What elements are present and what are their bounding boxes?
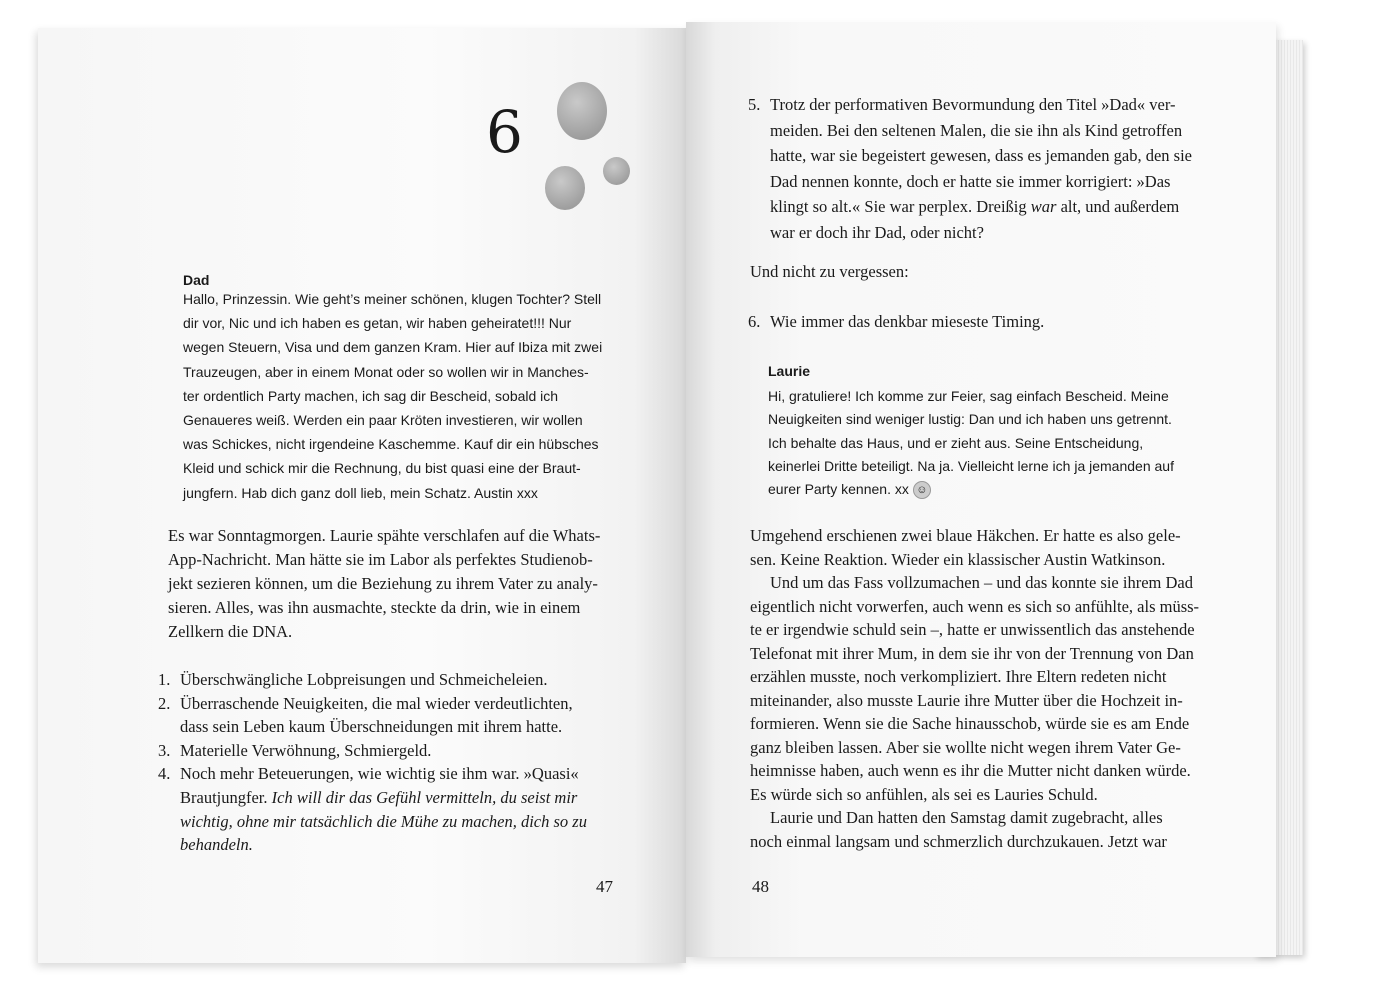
text-line [180, 670, 547, 690]
italic-text: wichtig, ohne mir tatsächlich die Mühe zu machen, dich so zu [180, 811, 587, 831]
paragraph-line: Es würde sich so anfühlen, als sei es Lauries Schuld. [750, 784, 1098, 804]
list-number: 6. [748, 312, 761, 331]
paragraph-line: jekt sezieren können, um die Beziehung zu ihrem Vater zu analy- [168, 574, 598, 593]
message-line: Hi, gratuliere! Ich komme zur Feier, sag einfach Bescheid. Meine [768, 388, 1169, 404]
paragraph-line: formieren. Wenn sie die Sache hinausschob, würde sie es am Ende [750, 714, 1190, 733]
paragraph-line: eigentlich nicht vorwerfen, auch wenn es sich so anfühlte, als müss- [750, 596, 1200, 616]
text-line [770, 95, 1176, 115]
text: Noch mehr Beteuerungen, wie wichtig sie ihm war. »Quasi« [180, 764, 579, 784]
paragraph-line: Umgehend erschienen zwei blaue Häkchen. Er hatte es also gele- [750, 526, 1181, 545]
chapter-number: 6 [486, 98, 523, 166]
text: Überschwängliche Lobpreisungen und Schmeicheleien. [180, 670, 548, 689]
text-line [770, 146, 1192, 166]
paragraph-line: ganz bleiben lassen. Aber sie wollte nicht wegen ihrem Vater Ge- [750, 737, 1181, 757]
text: Brautjungfer. [180, 788, 272, 807]
paragraph-line: Und nicht zu vergessen: [750, 262, 909, 281]
list-number: 2. [158, 693, 171, 713]
message-line: keinerlei Dritte beteiligt. Na ja. Vielleicht lerne ich ja jemanden auf [768, 457, 1174, 474]
paragraph-line: Und um das Fass vollzumachen – und das konnte sie ihrem Dad [770, 573, 1193, 592]
text: Trotz der performativen Bevormundung den Titel »Dad« ver- [770, 95, 1176, 114]
message-line: Ich behalte das Haus, und er zieht aus. Seine Entscheidung, [768, 434, 1144, 451]
message-line: wegen Steuern, Visa und dem ganzen Kram. Hier auf Ibiza mit zwei [183, 339, 603, 356]
text: alt, und außerdem [1056, 197, 1180, 216]
text-line [770, 197, 1179, 217]
message-line: Neuigkeiten sind weniger lustig: Dan und ich haben uns getrennt. [768, 411, 1172, 428]
message-line: Trauzeugen, aber in einem Monat oder so wollen wir in Manches- [183, 363, 589, 380]
text: meiden. Bei den seltenen Malen, die sie ihn als Kind getroffen [770, 120, 1183, 140]
text-line [770, 223, 984, 243]
smiley-emoji-icon: ☺ [913, 481, 931, 499]
message-sender: Dad [183, 272, 210, 288]
paragraph-line: noch einmal langsam und schmerzlich durchzukauen. Jetzt war [750, 831, 1167, 851]
paragraph-line: miteinander, also musste Laurie ihre Mutter über die Hochzeit in- [750, 690, 1183, 710]
message-sender: Laurie [768, 363, 811, 379]
text: Materielle Verwöhnung, Schmiergeld. [180, 740, 432, 760]
paragraph-line: te er irgendwie schuld sein –, hatte er unwissentlich das anstehende [750, 620, 1195, 639]
text: hatte, war sie begeistert gewesen, dass es jemanden gab, den sie [770, 146, 1192, 165]
text-line [180, 764, 579, 784]
message-line: Kleid und schick mir die Rechnung, du bist quasi eine der Braut- [183, 460, 581, 477]
paragraph-line: App-Nachricht. Man hätte sie im Labor als perfektes Studienob- [168, 550, 593, 569]
text: Dad nennen konnte, doch er hatte sie immer korrigiert: »Das [770, 171, 1171, 191]
italic-text: war [1030, 197, 1057, 216]
text: klingt so alt.« Sie war perplex. Dreißig [770, 197, 1031, 216]
paragraph-line: heimnisse haben, auch wenn es ihr die Mutter nicht danken würde. [750, 761, 1191, 780]
text-line [770, 172, 1170, 192]
message-line: was Schickes, nicht irgendeine Kaschemme. Kauf dir ein hübsches [183, 436, 599, 453]
message-line: Hallo, Prinzessin. Wie geht’s meiner schönen, klugen Tochter? Stell [183, 291, 602, 307]
paragraph-line: sieren. Alles, was ihn ausmachte, steckte da drin, wie in einem [168, 598, 581, 617]
paragraph-line: Telefonat mit ihrer Mum, in dem sie ihr von der Trennung von Dan [750, 643, 1194, 663]
decorative-circle [545, 166, 585, 210]
message-line: Genaueres weiß. Werden ein paar Kröten investieren, wir wollen [183, 412, 583, 428]
italic-text: Ich will dir das Gefühl vermitteln, du seist mir [271, 788, 578, 807]
message-line: jungfern. Hab dich ganz doll lieb, mein Schatz. Austin xxx [183, 484, 538, 501]
text-line [180, 694, 573, 714]
list-number: 5. [748, 95, 761, 114]
decorative-circle [557, 82, 607, 140]
text-line [180, 717, 562, 737]
list-number: 3. [158, 740, 171, 760]
decorative-circle [603, 157, 630, 185]
list-number: 1. [158, 670, 171, 689]
text-line [180, 835, 253, 855]
text-line [180, 741, 431, 761]
paragraph-line: Es war Sonntagmorgen. Laurie spähte verschlafen auf die Whats- [168, 526, 601, 545]
paragraph-line: sen. Keine Reaktion. Wieder ein klassischer Austin Watkinson. [750, 549, 1166, 569]
paragraph-line: Zellkern die DNA. [168, 622, 293, 641]
text: war er doch ihr Dad, oder nicht? [770, 222, 984, 242]
text-line [180, 788, 577, 808]
page-number-right: 48 [752, 877, 769, 896]
text: dass sein Leben kaum Überschneidungen mit ihrem hatte. [180, 717, 563, 737]
paragraph-line: erzählen musste, noch verkompliziert. Ihre Eltern redeten nicht [750, 667, 1167, 686]
text: eurer Party kennen. xx [768, 481, 909, 498]
message-line: ter ordentlich Party machen, ich sag dir Bescheid, sobald ich [183, 387, 559, 404]
page-number-left: 47 [596, 877, 613, 896]
text-line [770, 121, 1182, 141]
paragraph-line: Laurie und Dan hatten den Samstag damit zugebracht, alles [770, 808, 1163, 827]
message-line [768, 479, 931, 499]
text: Überraschende Neuigkeiten, die mal wieder verdeutlichten, [180, 693, 573, 713]
message-line: dir vor, Nic und ich haben es getan, wir haben geheiratet!!! Nur [183, 315, 572, 332]
italic-text: behandeln. [180, 835, 253, 855]
list-item: Wie immer das denkbar mieseste Timing. [770, 312, 1045, 331]
text-line [180, 812, 587, 832]
list-number: 4. [158, 764, 171, 784]
